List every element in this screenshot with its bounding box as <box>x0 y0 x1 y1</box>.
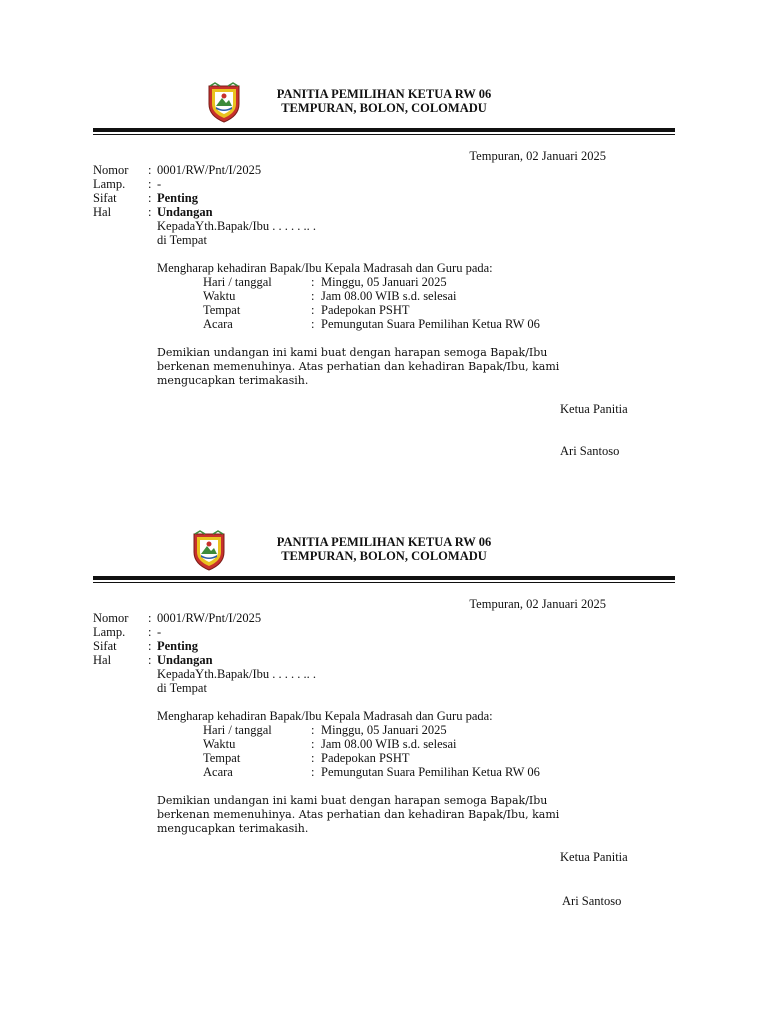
meta-value: Penting <box>157 639 198 653</box>
detail-value: Jam 08.00 WIB s.d. selesai <box>321 289 457 303</box>
letterhead-organization <box>230 87 538 115</box>
meta-value: 0001/RW/Pnt/I/2025 <box>157 611 262 625</box>
intro-text: Mengharap kehadiran Bapak/Ibu Kepala Madrasah dan Guru pada: <box>157 709 493 723</box>
signer-name: Ari Santoso <box>560 444 620 458</box>
meta-label: Hal <box>93 205 112 219</box>
detail-label: Waktu <box>203 737 236 751</box>
meta-label: Sifat <box>93 191 117 205</box>
detail-value: Minggu, 05 Januari 2025 <box>321 723 447 737</box>
detail-value: Padepokan PSHT <box>321 303 410 317</box>
org-address: TEMPURAN, BOLON, COLOMADU <box>281 101 487 115</box>
org-name: PANITIA PEMILIHAN KETUA RW 06 <box>276 535 492 549</box>
detail-label: Hari / tanggal <box>203 723 272 737</box>
meta-colon: : <box>148 639 152 653</box>
recipient <box>157 667 316 695</box>
closing-paragraph: Demikian undangan ini kami buat dengan harapan semoga Bapak/Ibu berkenan memenuhinya. Atas perhatian dan kehadiran Bapak/Ibu, kami mengucapkan terimakasih. <box>157 346 560 387</box>
meta-colon: : <box>148 163 152 177</box>
regency-emblem-icon <box>191 530 227 572</box>
letterhead-rule-thick <box>93 576 675 580</box>
detail-value: Padepokan PSHT <box>321 751 410 765</box>
letterhead-rule-thick <box>93 128 675 132</box>
meta-colon: : <box>148 611 152 625</box>
meta-colon: : <box>148 205 152 219</box>
org-address: TEMPURAN, BOLON, COLOMADU <box>281 549 487 563</box>
recipient <box>157 219 316 247</box>
recipient-place: di Tempat <box>157 681 207 695</box>
detail-colon: : <box>311 765 315 779</box>
detail-label: Tempat <box>203 751 241 765</box>
meta-colon: : <box>148 653 152 667</box>
org-name: PANITIA PEMILIHAN KETUA RW 06 <box>276 87 492 101</box>
detail-colon: : <box>311 737 315 751</box>
recipient-place: di Tempat <box>157 233 207 247</box>
letterhead-organization <box>230 535 538 563</box>
detail-value: Jam 08.00 WIB s.d. selesai <box>321 737 457 751</box>
meta-label: Sifat <box>93 639 117 653</box>
closing-paragraph: Demikian undangan ini kami buat dengan harapan semoga Bapak/Ibu berkenan memenuhinya. Atas perhatian dan kehadiran Bapak/Ibu, kami mengucapkan terimakasih. <box>157 794 560 835</box>
meta-label: Nomor <box>93 611 129 625</box>
place-date: Tempuran, 02 Januari 2025 <box>469 597 606 611</box>
meta-value: Undangan <box>157 205 213 219</box>
recipient-line: KepadaYth.Bapak/Ibu . . . . . .. . <box>157 219 316 233</box>
meta-colon: : <box>148 191 152 205</box>
meta-colon: : <box>148 625 152 639</box>
invitation-letter-1 <box>0 80 768 520</box>
letterhead-rule-thin <box>93 582 675 583</box>
meta-value: 0001/RW/Pnt/I/2025 <box>157 163 262 177</box>
meta-label: Lamp. <box>93 625 126 639</box>
detail-colon: : <box>311 317 315 331</box>
recipient-line: KepadaYth.Bapak/Ibu . . . . . .. . <box>157 667 316 681</box>
detail-label: Acara <box>203 765 233 779</box>
meta-colon: : <box>148 177 152 191</box>
detail-colon: : <box>311 751 315 765</box>
detail-value: Minggu, 05 Januari 2025 <box>321 275 447 289</box>
detail-label: Tempat <box>203 303 241 317</box>
signer-name: Ari Santoso <box>562 894 622 908</box>
meta-label: Nomor <box>93 163 129 177</box>
detail-label: Acara <box>203 317 233 331</box>
detail-colon: : <box>311 275 315 289</box>
meta-label: Lamp. <box>93 177 126 191</box>
signer-role: Ketua Panitia <box>560 402 628 416</box>
meta-value: Undangan <box>157 653 213 667</box>
signer-role: Ketua Panitia <box>560 850 628 864</box>
detail-label: Hari / tanggal <box>203 275 272 289</box>
letterhead-rule-thin <box>93 134 675 135</box>
detail-colon: : <box>311 289 315 303</box>
invitation-letter-2 <box>0 528 768 968</box>
detail-colon: : <box>311 303 315 317</box>
meta-value: - <box>157 177 162 191</box>
detail-value: Pemungutan Suara Pemilihan Ketua RW 06 <box>321 317 540 331</box>
meta-value: Penting <box>157 191 198 205</box>
meta-value: - <box>157 625 162 639</box>
intro-text: Mengharap kehadiran Bapak/Ibu Kepala Madrasah dan Guru pada: <box>157 261 493 275</box>
meta-label: Hal <box>93 653 112 667</box>
detail-colon: : <box>311 723 315 737</box>
detail-label: Waktu <box>203 289 236 303</box>
place-date: Tempuran, 02 Januari 2025 <box>469 149 606 163</box>
detail-value: Pemungutan Suara Pemilihan Ketua RW 06 <box>321 765 540 779</box>
